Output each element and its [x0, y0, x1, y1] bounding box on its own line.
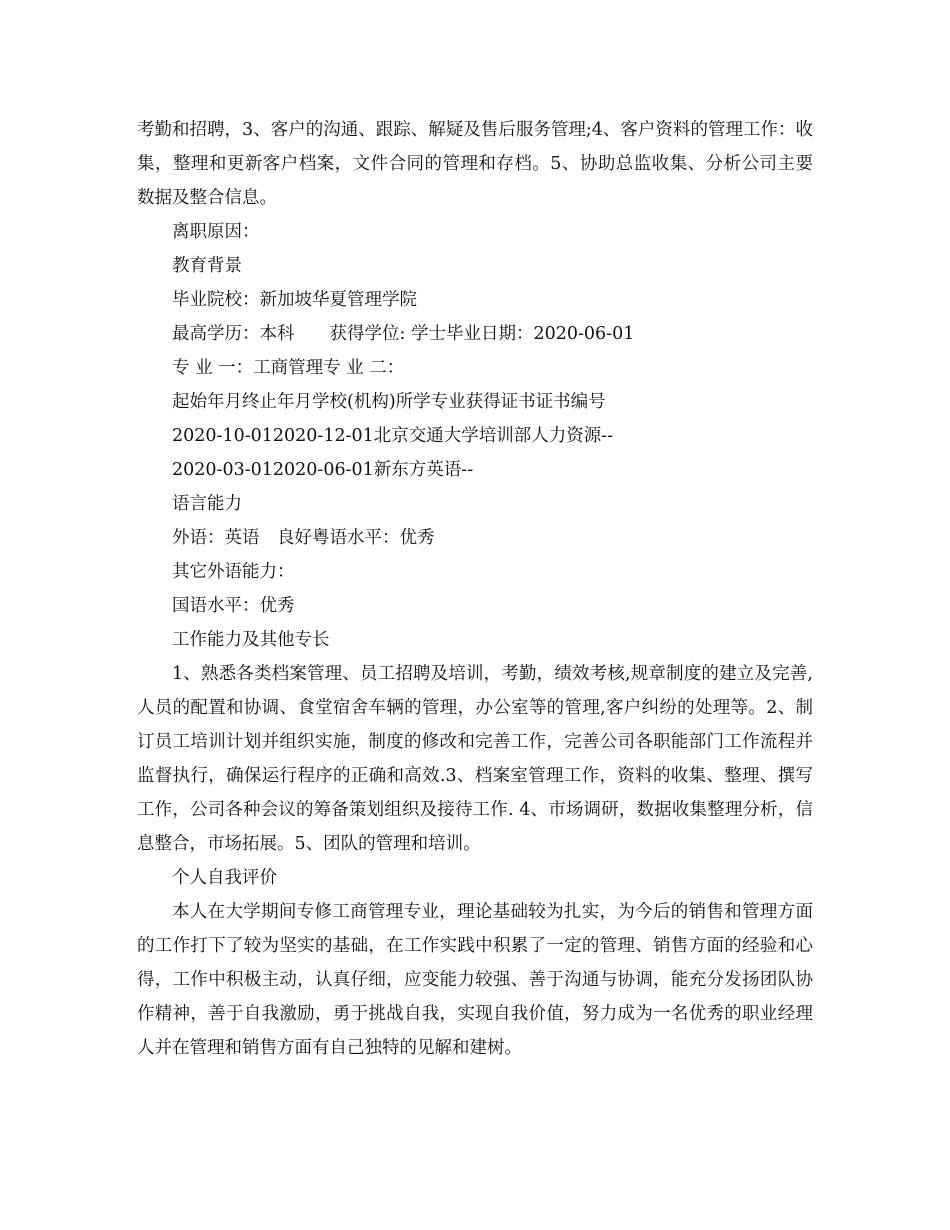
training-row-2: 2020-03-012020-06-01新东方英语-- — [172, 460, 474, 480]
foreign-language: 外语：英语 良好粤语水平：优秀 — [172, 528, 435, 548]
section-heading-education: 教育背景 — [172, 256, 242, 276]
graduate-school: 毕业院校：新加坡华夏管理学院 — [172, 290, 417, 310]
majors: 专 业 一：工商管理专 业 二： — [172, 358, 405, 378]
document-page — [137, 113, 813, 1065]
mandarin-level: 国语水平：优秀 — [172, 596, 295, 616]
highest-degree: 最高学历：本科 获得学位: 学士毕业日期：2020-06-01 — [172, 324, 635, 344]
skills-paragraph: 1、熟悉各类档案管理、员工招聘及培训，考勤，绩效考核,规章制度的建立及完善,人员的配置和协调、食堂宿舍车辆的管理，办公室等的管理,客户纠纷的处理等。2、制订员工培训计划并组织实施，制度的修改和完善工作，完善公司各职能部门工作流程并监督执行，确保运行程序的正确和高效.3、档案室管理工作，资料的收集、整理、撰写工作，公司各种会议的筹备策划组织及接待工作. 4、市场调研，数据收集整理分析，信息整合，市场拓展。5、团队的管理和培训。 — [137, 664, 813, 854]
work-duties-continued: 考勤和招聘，3、客户的沟通、跟踪、解疑及售后服务管理;4、客户资料的管理工作：收集，整理和更新客户档案，文件合同的管理和存档。5、协助总监收集、分析公司主要数据及整合信息。 — [137, 120, 813, 208]
other-language: 其它外语能力： — [172, 562, 295, 582]
section-heading-skills: 工作能力及其他专长 — [172, 630, 330, 650]
resignation-reason: 离职原因： — [172, 222, 260, 242]
training-table-header: 起始年月终止年月学校(机构)所学专业获得证书证书编号 — [172, 392, 606, 412]
self-evaluation-paragraph: 本人在大学期间专修工商管理专业，理论基础较为扎实，为今后的销售和管理方面的工作打下了较为坚实的基础，在工作实践中积累了一定的管理、销售方面的经验和心得，工作中积极主动，认真仔细，应变能力较强、善于沟通与协调，能充分发扬团队协作精神，善于自我激励，勇于挑战自我，实现自我价值，努力成为一名优秀的职业经理人并在管理和销售方面有自己独特的见解和建树。 — [137, 902, 813, 1058]
training-row-1: 2020-10-012020-12-01北京交通大学培训部人力资源-- — [172, 426, 614, 446]
section-heading-language: 语言能力 — [172, 494, 242, 514]
section-heading-self-evaluation: 个人自我评价 — [172, 868, 277, 888]
